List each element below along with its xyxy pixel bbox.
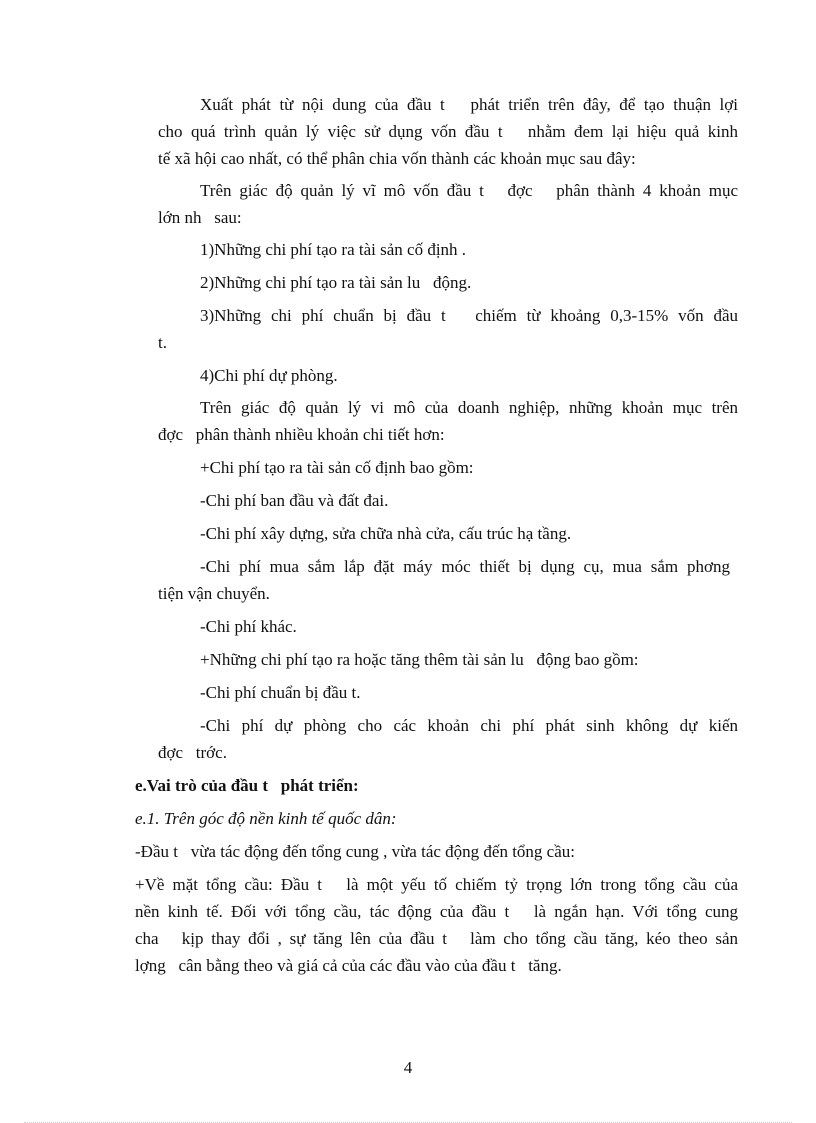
text-line: t. xyxy=(158,333,167,352)
text-line: Trên giác độ quản lý vĩ mô vốn đầu t đợc phân thành 4 khoản mục xyxy=(200,181,738,200)
text-line: tiện vận chuyển. xyxy=(158,584,270,603)
text-line: lớn nh sau: xyxy=(158,208,242,227)
list-item: 4)Chi phí dự phòng. xyxy=(200,366,338,385)
list-item: -Chi phí xây dựng, sửa chữa nhà cửa, cấu trúc hạ tầng. xyxy=(200,524,572,543)
list-item: -Chi phí chuẩn bị đầu t. xyxy=(200,683,361,702)
text-line: Trên giác độ quản lý vi mô của doanh nghiệp, những khoản mục trên xyxy=(200,398,738,417)
text-line: đợc trớc. xyxy=(158,743,227,762)
text-line: đợc phân thành nhiều khoản chi tiết hơn: xyxy=(158,425,445,444)
text-line: nền kinh tế. Đối với tổng cầu, tác động của đầu t là ngắn hạn. Với tổng cung xyxy=(135,902,738,921)
text-line: cha kịp thay đổi , sự tăng lên của đầu t làm cho tổng cầu tăng, kéo theo sản xyxy=(135,929,738,948)
text-line: lợng cân bằng theo và giá cả của các đầu vào của đầu t tăng. xyxy=(135,956,562,975)
list-item: -Chi phí dự phòng cho các khoản chi phí phát sinh không dự kiến xyxy=(200,716,738,735)
section-heading: e.Vai trò của đầu t phát triển: xyxy=(135,776,359,795)
text-line: +Về mặt tổng cầu: Đầu t là một yếu tố chiếm tỷ trọng lớn trong tổng cầu của xyxy=(135,875,738,894)
text-line: tế xã hội cao nhất, có thể phân chia vốn thành các khoản mục sau đây: xyxy=(158,149,636,168)
list-item: -Chi phí khác. xyxy=(200,617,297,636)
list-item: 1)Những chi phí tạo ra tài sản cố định . xyxy=(200,240,467,259)
list-item: -Chi phí ban đầu và đất đai. xyxy=(200,491,389,510)
list-item: +Những chi phí tạo ra hoặc tăng thêm tài sản lu động bao gồm: xyxy=(200,650,639,669)
list-item: 3)Những chi phí chuẩn bị đầu t chiếm từ khoảng 0,3-15% vốn đầu xyxy=(200,306,738,325)
list-item: 2)Những chi phí tạo ra tài sản lu động. xyxy=(200,273,472,292)
text-line: -Đầu t vừa tác động đến tổng cung , vừa tác động đến tổng cầu: xyxy=(135,842,575,861)
subsection-heading: e.1. Trên góc độ nền kinh tế quốc dân: xyxy=(135,809,397,828)
text-line: Xuất phát từ nội dung của đầu t phát triển trên đây, để tạo thuận lợi xyxy=(200,95,738,114)
text-line: cho quá trình quản lý việc sử dụng vốn đầu t nhằm đem lại hiệu quả kinh xyxy=(158,122,738,141)
list-item: -Chi phí mua sắm lắp đặt máy móc thiết bị dụng cụ, mua sắm phơng xyxy=(200,557,730,576)
page-number: 4 xyxy=(403,1058,413,1077)
list-item: +Chi phí tạo ra tài sản cố định bao gồm: xyxy=(200,458,474,477)
